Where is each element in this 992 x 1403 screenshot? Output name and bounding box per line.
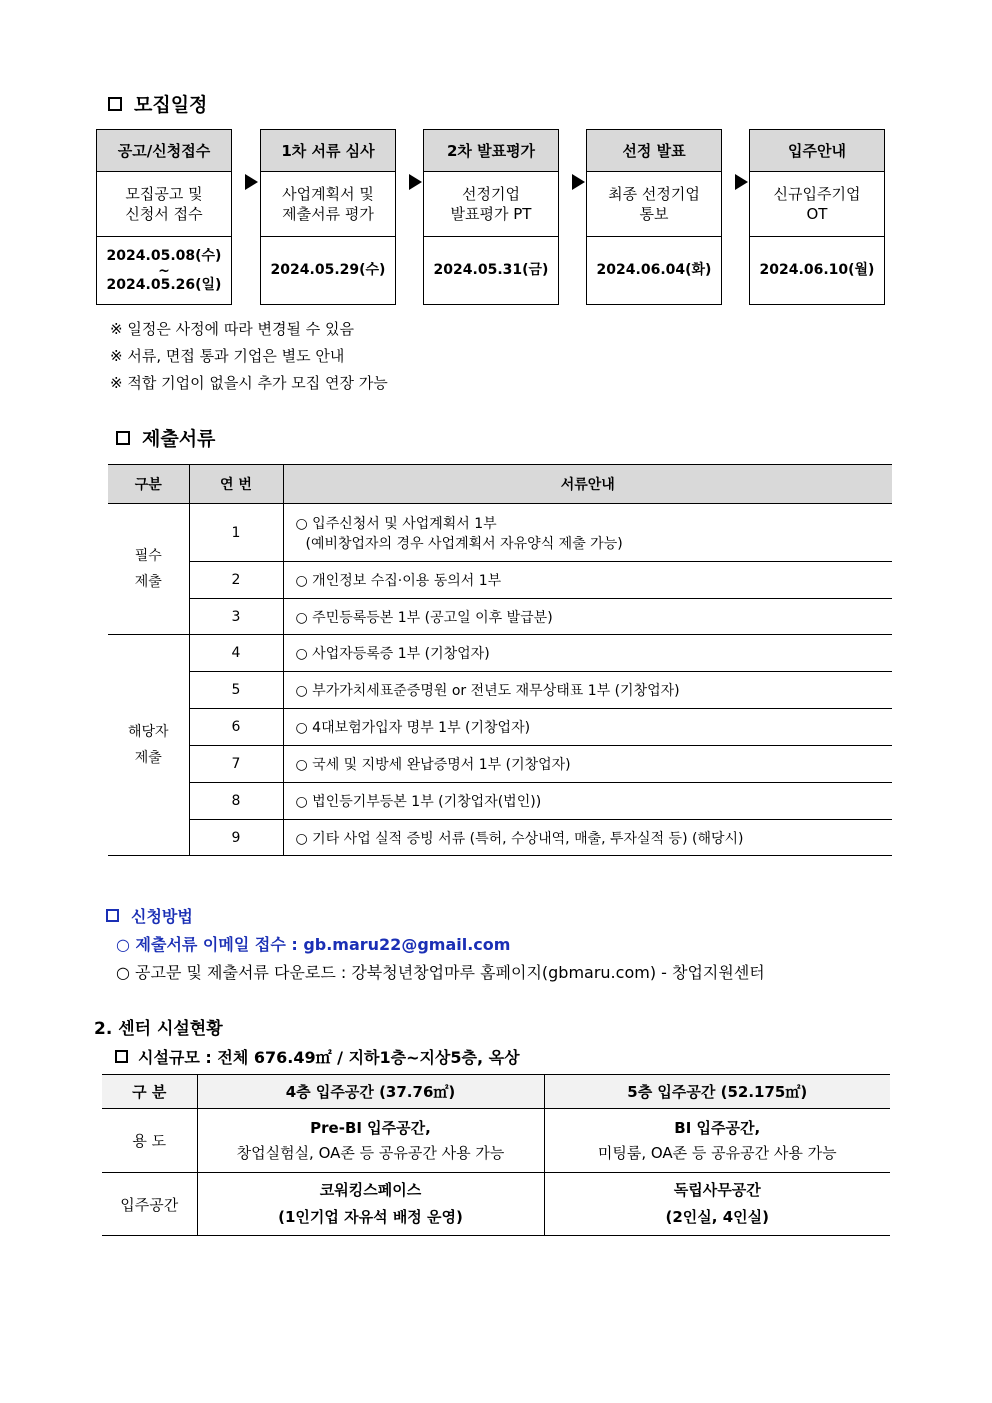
group-applicable: [108, 635, 189, 856]
step-header: 2차 발표평가: [424, 130, 558, 172]
table-row: [108, 599, 892, 635]
step-date: [424, 237, 558, 304]
header-category: 구 분: [102, 1075, 197, 1109]
apply-title: 신청방법: [131, 907, 193, 926]
step-desc-line: 통보: [639, 205, 669, 223]
row-number: 8: [189, 783, 283, 820]
schedule-step-1: [96, 129, 232, 305]
apply-download-line: ○ 공고문 및 제출서류 다운로드 : 강북청년창업마루 홈페이지(gbmaru.com) - 창업지원센터: [116, 963, 765, 982]
usage-5f: [544, 1109, 890, 1173]
step-date-text: 2024.05.31(금): [433, 262, 549, 278]
facility-title: 2. 센터 시설현황: [94, 1019, 223, 1039]
arrow-right-icon: [572, 174, 585, 190]
row-label-space: 입주공간: [102, 1173, 197, 1236]
schedule-title: 모집일정: [134, 94, 208, 116]
documents-title: 제출서류: [142, 428, 216, 450]
table-row: [108, 562, 892, 599]
step-desc-line: 사업계획서 및: [282, 185, 374, 203]
space-4f-detail: (1인기업 자유석 배정 운영): [278, 1208, 463, 1226]
row-label-usage: 용 도: [102, 1109, 197, 1173]
apply-section-title: [106, 904, 193, 927]
group-label-line: 제출: [134, 574, 162, 590]
step-date-text: 2024.06.10(월): [759, 262, 875, 278]
group-label-line: 필수: [134, 548, 162, 564]
table-header-row: [102, 1075, 890, 1109]
row-main-text: ○ 입주신청서 및 사업계획서 1부: [295, 515, 497, 532]
facility-table: [102, 1074, 890, 1236]
schedule-note: ※ 적합 기업이 없을시 추가 모집 연장 가능: [110, 374, 388, 392]
header-5f: 5층 입주공간 (52.175㎡): [544, 1075, 890, 1109]
step-header: 1차 서류 심사: [261, 130, 395, 172]
step-desc-line: 모집공고 및: [125, 185, 203, 203]
schedule-note: ※ 일정은 사정에 따라 변경될 수 있음: [110, 320, 355, 338]
step-desc-line: 신규입주기업: [773, 185, 861, 203]
row-number: 7: [189, 746, 283, 783]
facility-scale: [115, 1045, 520, 1068]
step-date: [261, 237, 395, 304]
usage-4f: [197, 1109, 544, 1173]
step-header: 선정 발표: [587, 130, 721, 172]
table-row: [108, 746, 892, 783]
table-row: [102, 1173, 890, 1236]
step-desc: [97, 172, 231, 237]
arrow-right-icon: [735, 174, 748, 190]
table-row: [102, 1109, 890, 1173]
space-4f-title: 코워킹스페이스: [319, 1181, 422, 1199]
header-description: 서류안내: [283, 465, 892, 504]
usage-4f-title: Pre-BI 입주공간,: [310, 1118, 431, 1137]
schedule-step-5: [749, 129, 885, 305]
group-label-line: 제출: [134, 750, 162, 766]
group-required: [108, 504, 189, 635]
usage-4f-detail: 창업실험실, OA존 등 공유공간 사용 가능: [236, 1143, 505, 1162]
row-text: ○ 4대보험가입자 명부 1부 (기창업자): [283, 709, 892, 746]
step-date-text: 2024.06.04(화): [596, 262, 712, 278]
step-desc-line: 선정기업: [462, 185, 520, 203]
step-desc-line: 최종 선정기업: [608, 185, 700, 203]
row-sub-text: (예비창업자의 경우 사업계획서 자유양식 제출 가능): [305, 535, 623, 552]
arrow-right-icon: [409, 174, 422, 190]
header-category: 구분: [108, 465, 189, 504]
table-row: [108, 783, 892, 820]
apply-email-line: ○ 제출서류 이메일 접수 : gb.maru22@gmail.com: [116, 935, 511, 954]
table-header-row: [108, 465, 892, 504]
schedule-note: ※ 서류, 면접 통과 기업은 별도 안내: [110, 347, 345, 365]
group-label-line: 해당자: [127, 724, 169, 740]
header-number: 연 번: [189, 465, 283, 504]
table-row: [108, 672, 892, 709]
row-text: ○ 주민등록등본 1부 (공고일 이후 발급분): [283, 599, 892, 635]
documents-section-title: [116, 424, 215, 451]
schedule-section-title: [108, 90, 207, 117]
step-desc-line: OT: [806, 205, 828, 223]
space-5f-title: 독립사무공간: [673, 1181, 761, 1199]
row-text: [283, 504, 892, 562]
step-desc-line: 신청서 접수: [125, 205, 203, 223]
step-date: [97, 237, 231, 304]
space-5f: [544, 1173, 890, 1236]
row-number: 3: [189, 599, 283, 635]
arrow-right-icon: [245, 174, 258, 190]
step-header: 입주안내: [750, 130, 884, 172]
table-row: [108, 504, 892, 562]
row-number: 5: [189, 672, 283, 709]
table-row: [108, 635, 892, 672]
step-date-text: 2024.05.29(수): [270, 262, 386, 278]
checkbox-square-icon: [106, 909, 119, 922]
step-date: [750, 237, 884, 304]
row-number: 2: [189, 562, 283, 599]
row-number: 9: [189, 820, 283, 856]
step-desc-line: 발표평가 PT: [450, 205, 532, 223]
row-number: 6: [189, 709, 283, 746]
row-text: ○ 기타 사업 실적 증빙 서류 (특허, 수상내역, 매출, 투자실적 등) (해당시): [283, 820, 892, 856]
checkbox-square-icon: [115, 1050, 128, 1063]
facility-scale-text: 시설규모 : 전체 676.49㎡ / 지하1층~지상5층, 옥상: [138, 1048, 520, 1067]
schedule-step-4: [586, 129, 722, 305]
step-desc: [261, 172, 395, 237]
documents-table: [108, 464, 892, 856]
usage-5f-detail: 미팅룸, OA존 등 공유공간 사용 가능: [597, 1143, 837, 1162]
step-desc-line: 제출서류 평가: [282, 205, 374, 223]
schedule-step-2: [260, 129, 396, 305]
row-text: ○ 부가가치세표준증명원 or 전년도 재무상태표 1부 (기창업자): [283, 672, 892, 709]
step-date-start: 2024.05.08(수): [106, 247, 222, 264]
space-5f-detail: (2인실, 4인실): [665, 1208, 769, 1226]
table-row: [108, 709, 892, 746]
usage-5f-title: BI 입주공간,: [674, 1118, 761, 1137]
step-header: 공고/신청접수: [97, 130, 231, 172]
schedule-step-3: [423, 129, 559, 305]
row-text: ○ 개인정보 수집·이용 동의서 1부: [283, 562, 892, 599]
checkbox-square-icon: [116, 431, 130, 445]
table-row: [108, 820, 892, 856]
step-desc: [424, 172, 558, 237]
step-date-tilde: ~: [158, 262, 170, 279]
row-number: 1: [189, 504, 283, 562]
space-4f: [197, 1173, 544, 1236]
step-desc: [750, 172, 884, 237]
step-desc: [587, 172, 721, 237]
step-date-end: 2024.05.26(일): [106, 276, 222, 293]
row-text: ○ 국세 및 지방세 완납증명서 1부 (기창업자): [283, 746, 892, 783]
checkbox-square-icon: [108, 97, 122, 111]
header-4f: 4층 입주공간 (37.76㎡): [197, 1075, 544, 1109]
row-text: ○ 사업자등록증 1부 (기창업자): [283, 635, 892, 672]
row-number: 4: [189, 635, 283, 672]
row-text: ○ 법인등기부등본 1부 (기창업자(법인)): [283, 783, 892, 820]
step-date: [587, 237, 721, 304]
